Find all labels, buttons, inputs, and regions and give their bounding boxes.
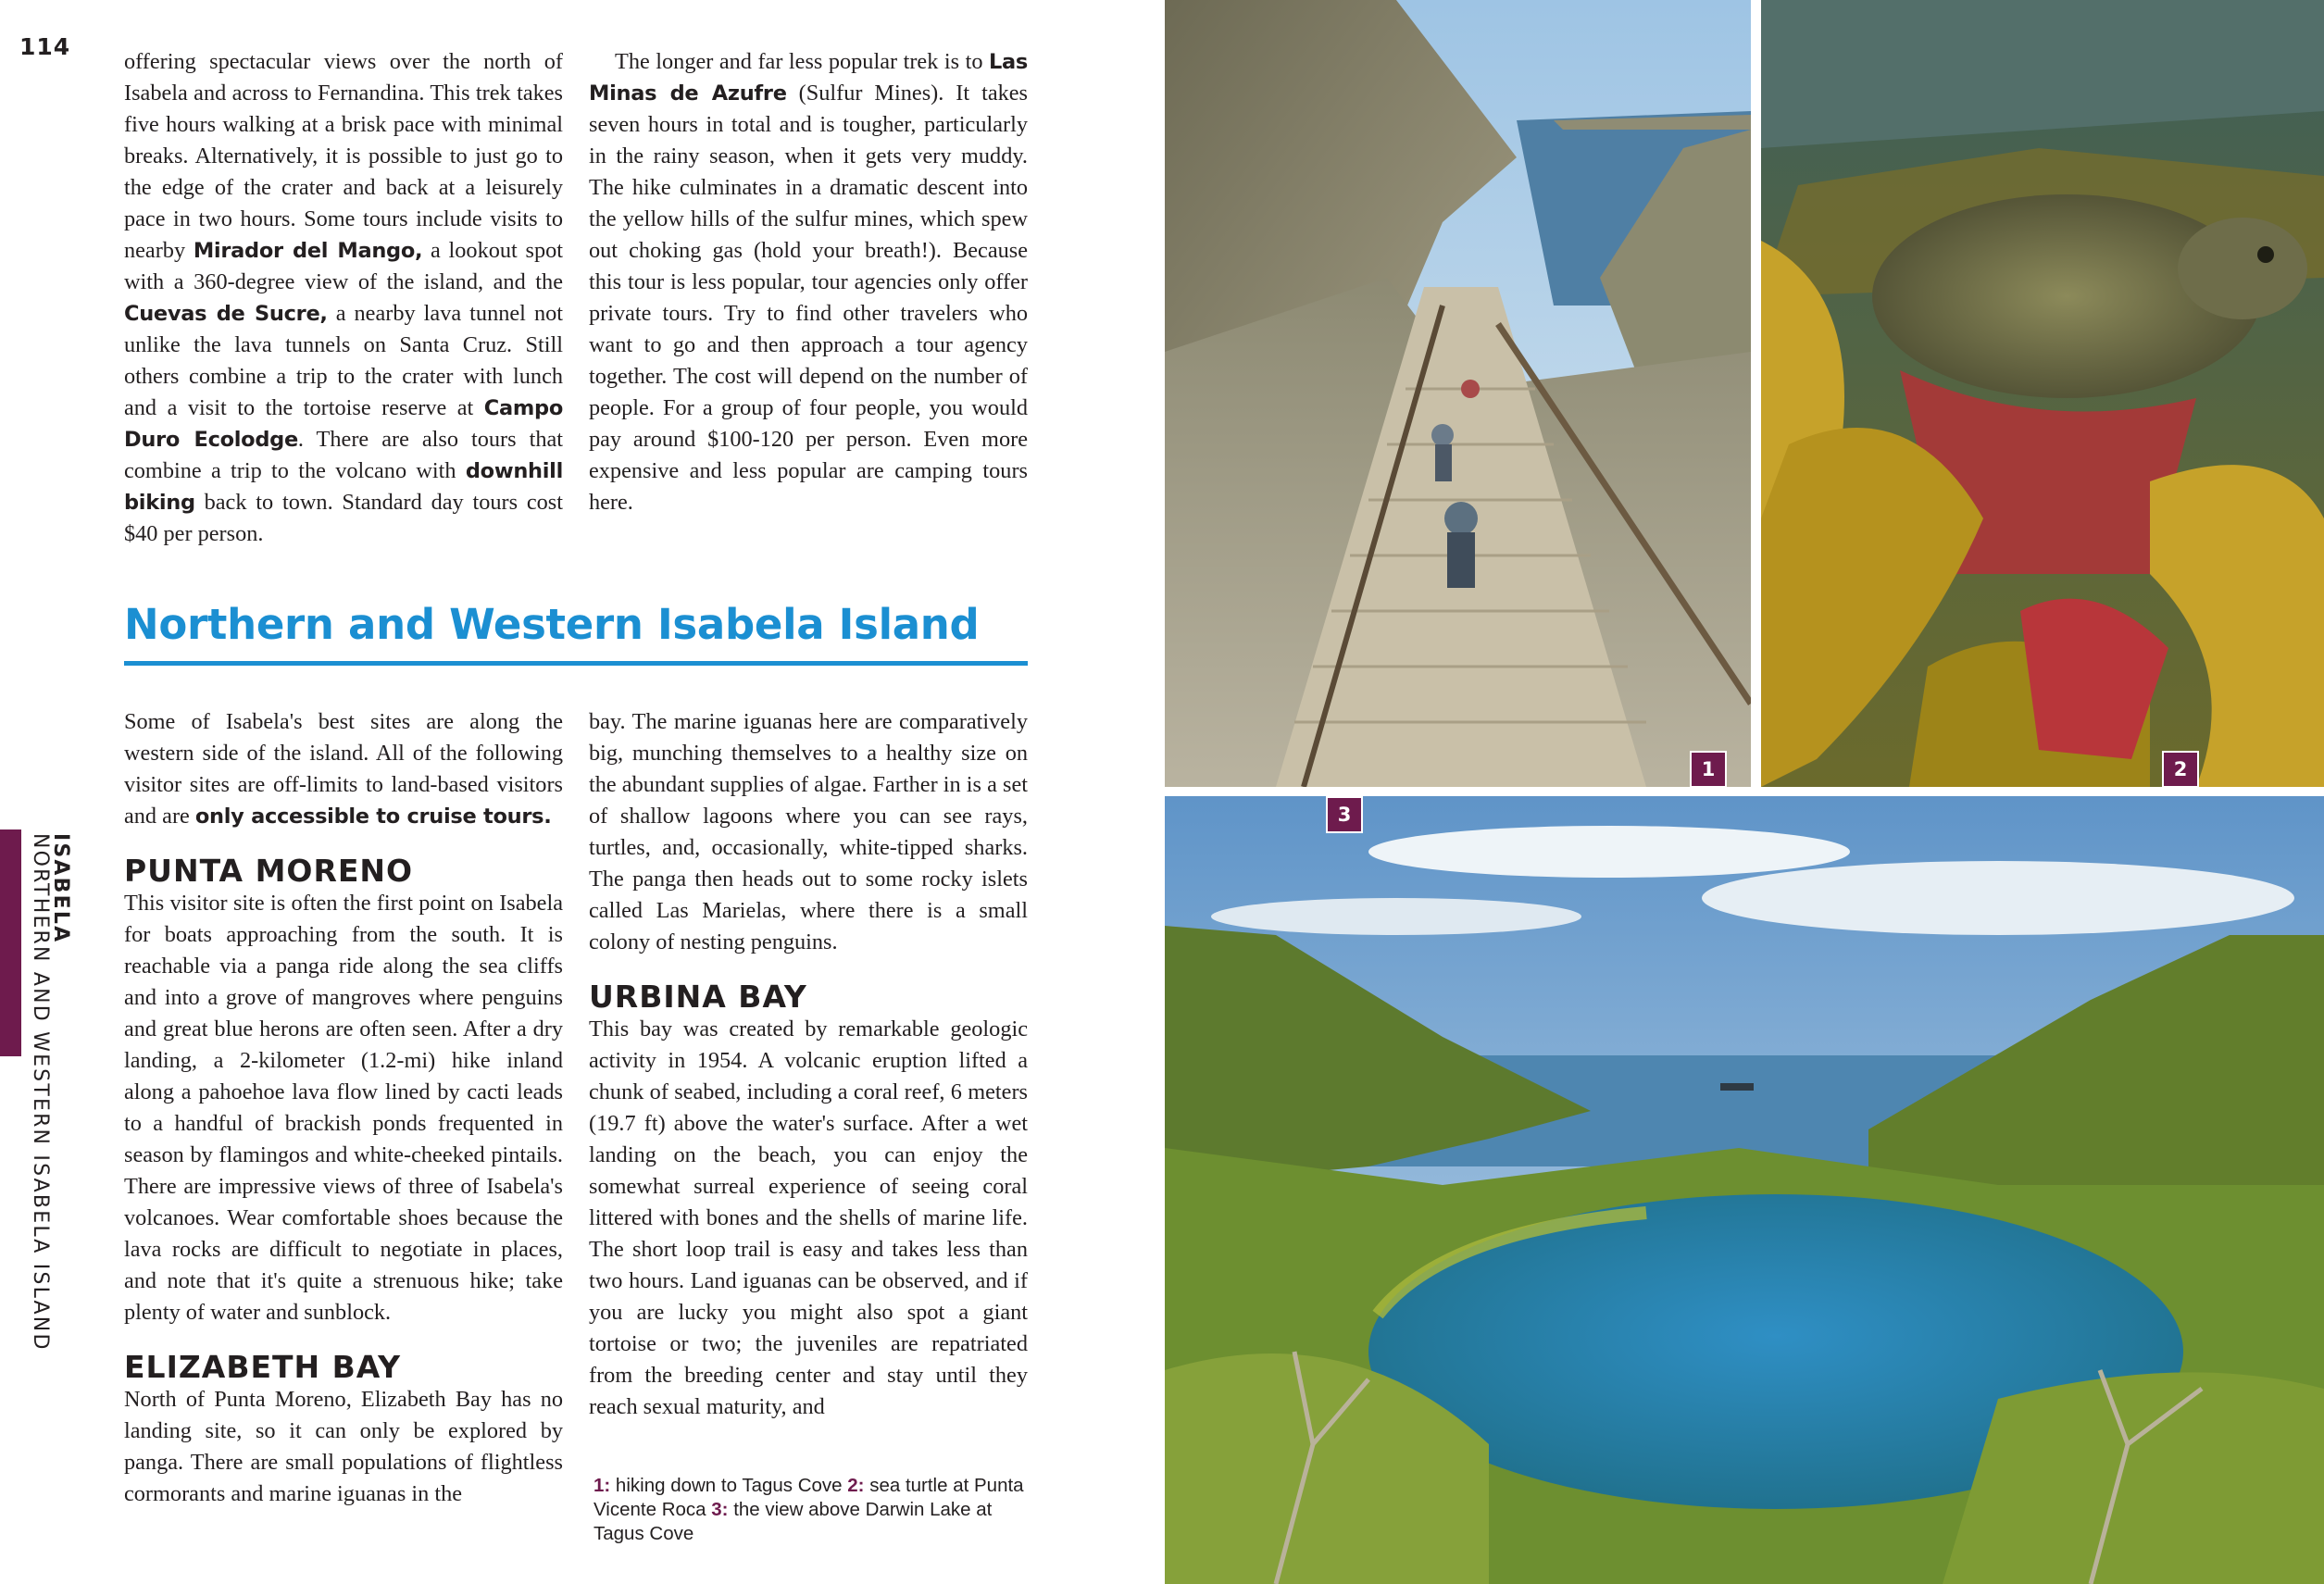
photo-number-badge-1: 1: [1690, 751, 1727, 787]
heading-punta-moreno: PUNTA MORENO: [124, 853, 414, 889]
heading-elizabeth-bay: ELIZABETH BAY: [124, 1349, 402, 1385]
photo-darwin-lake: [1165, 796, 2324, 1584]
running-head: [20, 829, 85, 1352]
darwin-lake-illustration: [1165, 796, 2324, 1584]
cruise-only-note: only accessible to cruise tours.: [194, 804, 552, 829]
heading-urbina-bay: URBINA BAY: [589, 979, 807, 1015]
section-side-tab: [0, 829, 21, 1056]
photo-number-badge-3: 3: [1326, 796, 1363, 833]
downhill-biking: downhill biking: [124, 459, 563, 515]
photo-number-badge-2: 2: [2162, 751, 2199, 788]
urbina-bay-text: This bay was created by remarkable geologic activity in 1954. A volcanic eruption lifted a chunk of seabed, including a coral reef, 6 meters (19.7 ft) above the water's surface. After a wet landing on the beach, you can enjoy the somewhat surreal experience of seeing coral littered with bones and the shells of marine life. The short loop trail is easy and takes less than two hours. Land iguanas can be observed, and if you are lucky you might also spot a giant tortoise or two; the juveniles are repatriated from the breeding center and stay until they reach sexual maturity, and: [589, 1017, 1028, 1419]
elizabeth-bay-continued: bay. The marine iguanas here are comparatively big, munching themselves to a healthy size on the abundant supplies of algae. Farther in is a set of shallow lagoons where you can see rays, turtles, and, occasionally, white-tipped sharks. The panga then heads out to some rocky islets called Las Marielas, where there is a small colony of nesting penguins.: [589, 709, 1028, 954]
continued-column-left: offering spectacular views over the north of Isabela and across to Fernandina. This trek takes five hours walking at a brisk pace with minimal breaks. Alternatively, it is possible to just go to the edge of the crater and back at a leisurely pace in two hours. Some tours include visits to nearby Mirador del Mango, a lookout spot with a 360-degree view of the island, and the Cuevas de Sucre, a nearby lava tunnel not unlike the lava tunnels on Santa Cruz. Still others combine a trip to the crater with lunch and a visit to the tortoise reserve at Campo Duro Ecolodge. There are also tours that combine a trip to the volcano with downhill biking back to town. Standard day tours cost $40 per person.: [124, 49, 563, 546]
mirador-del-mango: Mirador del Mango,: [193, 239, 423, 263]
photo-caption: 1: hiking down to Tagus Cove 2: sea turtle at Punta Vicente Roca 3: the view above Darwin Lake at Tagus Cove: [593, 1475, 1024, 1544]
punta-moreno-text: This visitor site is often the first point on Isabela for boats approaching from the south. It is reachable via a panga ride along the sea cliffs and into a grove of mangroves where penguins and great blue herons are often seen. After a dry landing, a 2-kilometer (1.2-mi) hike inland along a pahoehoe lava flow lined by cacti leads to a handful of brackish ponds frequented in season by flamingos and white-cheeked pintails. There are impressive views of three of Isabela's volcanoes. Wear comfortable shoes because the lava rocks are difficult to negotiate in places, and note that it's quite a strenuous hike; take plenty of water and sunblock.: [124, 891, 563, 1325]
left-column: Some of Isabela's best sites are along the western side of the island. All of the following visitor sites are off-limits to land-based visitors and are only accessible to cruise tours. PUNTA MORENO This visitor site is often the first point on Isabela for boats approaching from the south. It is reachable via a panga ride along the sea cliffs and into a grove of mangroves where penguins and great blue herons are often seen. After a dry landing, a 2-kilometer (1.2-mi) hike inland along a pahoehoe lava flow lined by cacti leads to a handful of brackish ponds frequented in season by flamingos and white-cheeked pintails. There are impressive views of three of Isabela's volcanoes. Wear comfortable shoes because the lava rocks are difficult to negotiate in places, and note that it's quite a strenuous hike; take plenty of water and sunblock. ELIZABETH BAY North of Punta Moreno, Elizabeth Bay has no landing site, so it can only be explored by panga. There are small populations of flightless cormorants and marine iguanas in the: [124, 706, 563, 1510]
page-number: 114: [19, 33, 71, 60]
las-minas-de-azufre: Las Minas de Azufre: [589, 50, 1028, 106]
hiking-photo-illustration: [1165, 0, 1751, 787]
photo-hiking-tagus-cove: [1165, 0, 1751, 787]
right-column: [589, 706, 1028, 1423]
cuevas-de-sucre: Cuevas de Sucre,: [124, 302, 328, 326]
sea-turtle-illustration: [1761, 0, 2324, 787]
section-title: Northern and Western Isabela Island: [124, 600, 980, 649]
photo-sea-turtle: [1761, 0, 2324, 787]
continued-column-right: The longer and far less popular trek is to Las Minas de Azufre (Sulfur Mines). It takes seven hours in total and is tougher, particularly in the rainy season, when it gets very muddy. The hike culminates in a dramatic descent into the yellow hills of the sulfur mines, which spew out choking gas (hold your breath!). Because this tour is less popular, tour agencies only offer private tours. Try to find other travelers who want to go and then approach a tour agency together. The cost will depend on the number of people. For a group of four people, you would pay around $100-120 per person. Even more expensive and less popular are camping tours here.: [589, 49, 1028, 515]
section-title-rule: [124, 661, 1028, 666]
running-head-section: ISABELA: [49, 833, 72, 944]
campo-duro-ecolodge: Campo Duro Ecolodge: [124, 396, 563, 452]
elizabeth-bay-text: North of Punta Moreno, Elizabeth Bay has no landing site, so it can only be explored by panga. There are small populations of flightless cormorants and marine iguanas in the: [124, 1387, 563, 1506]
running-head-subsection: NORTHERN AND WESTERN ISABELA ISLAND: [29, 833, 52, 1352]
